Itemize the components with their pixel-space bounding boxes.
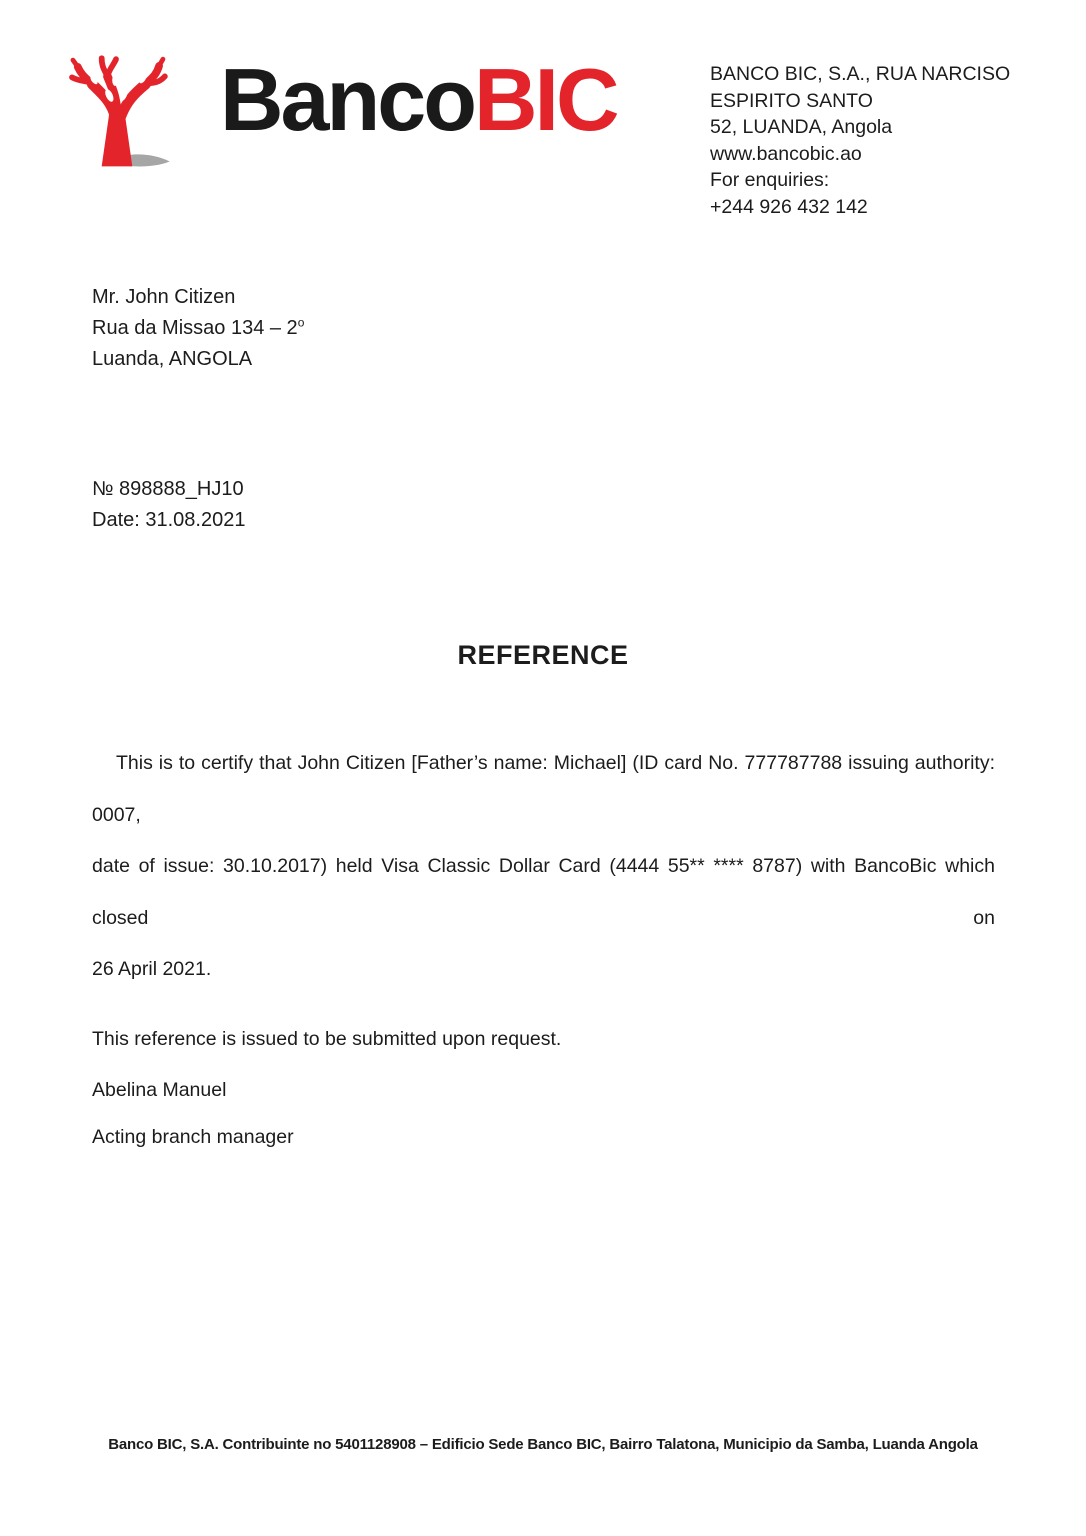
body-line: date of issue: 30.10.2017) held Visa Classic Dollar Card (4444 55** **** 8787) with BancoBic which closed on xyxy=(92,855,995,929)
bank-address-line: ESPIRITO SANTO xyxy=(710,89,873,112)
signature-name: Abelina Manuel xyxy=(92,1079,227,1101)
reference-date: Date: 31.08.2021 xyxy=(92,509,246,531)
wordmark-bic: BIC xyxy=(473,50,617,149)
closing-statement: This reference is issued to be submitted upon request. xyxy=(92,1028,562,1050)
recipient-city: Luanda, ANGOLA xyxy=(92,348,253,370)
bank-enquiries-label: For enquiries: xyxy=(710,169,830,191)
body-line: 26 April 2021. xyxy=(92,958,212,980)
bank-address-block xyxy=(710,61,1020,220)
recipient-street-superscript: o xyxy=(297,315,305,330)
recipient-street xyxy=(92,313,304,344)
wordmark-banco: Banco xyxy=(220,50,474,149)
bank-logo-wordmark xyxy=(220,50,617,149)
signature-title: Acting branch manager xyxy=(92,1126,294,1148)
reference-number: № 898888_HJ10 xyxy=(92,478,244,500)
body-paragraph xyxy=(92,738,995,996)
baobab-tree-icon xyxy=(58,40,176,174)
page-footer: Banco BIC, S.A. Contribuinte no 5401128908 – Edificio Sede Banco BIC, Bairro Talatona, Municipio da Samba, Luanda Angola xyxy=(108,1436,978,1453)
bank-address-line: BANCO BIC, S.A., RUA NARCISO xyxy=(710,63,1011,85)
recipient-name: Mr. John Citizen xyxy=(92,286,236,308)
bank-phone: +244 926 432 142 xyxy=(710,195,868,218)
bank-website: www.bancobic.ao xyxy=(710,142,862,165)
bank-address-line: 52, LUANDA, Angola xyxy=(710,116,893,138)
reference-meta-block xyxy=(92,474,245,536)
recipient-address-block xyxy=(92,282,304,375)
body-line: This is to certify that John Citizen [Father’s name: Michael] (ID card No. 777787788 issuing authority: 0007, xyxy=(92,752,995,826)
recipient-street-text: Rua da Missao 134 – 2 xyxy=(92,317,298,339)
document-title: REFERENCE xyxy=(457,640,629,670)
